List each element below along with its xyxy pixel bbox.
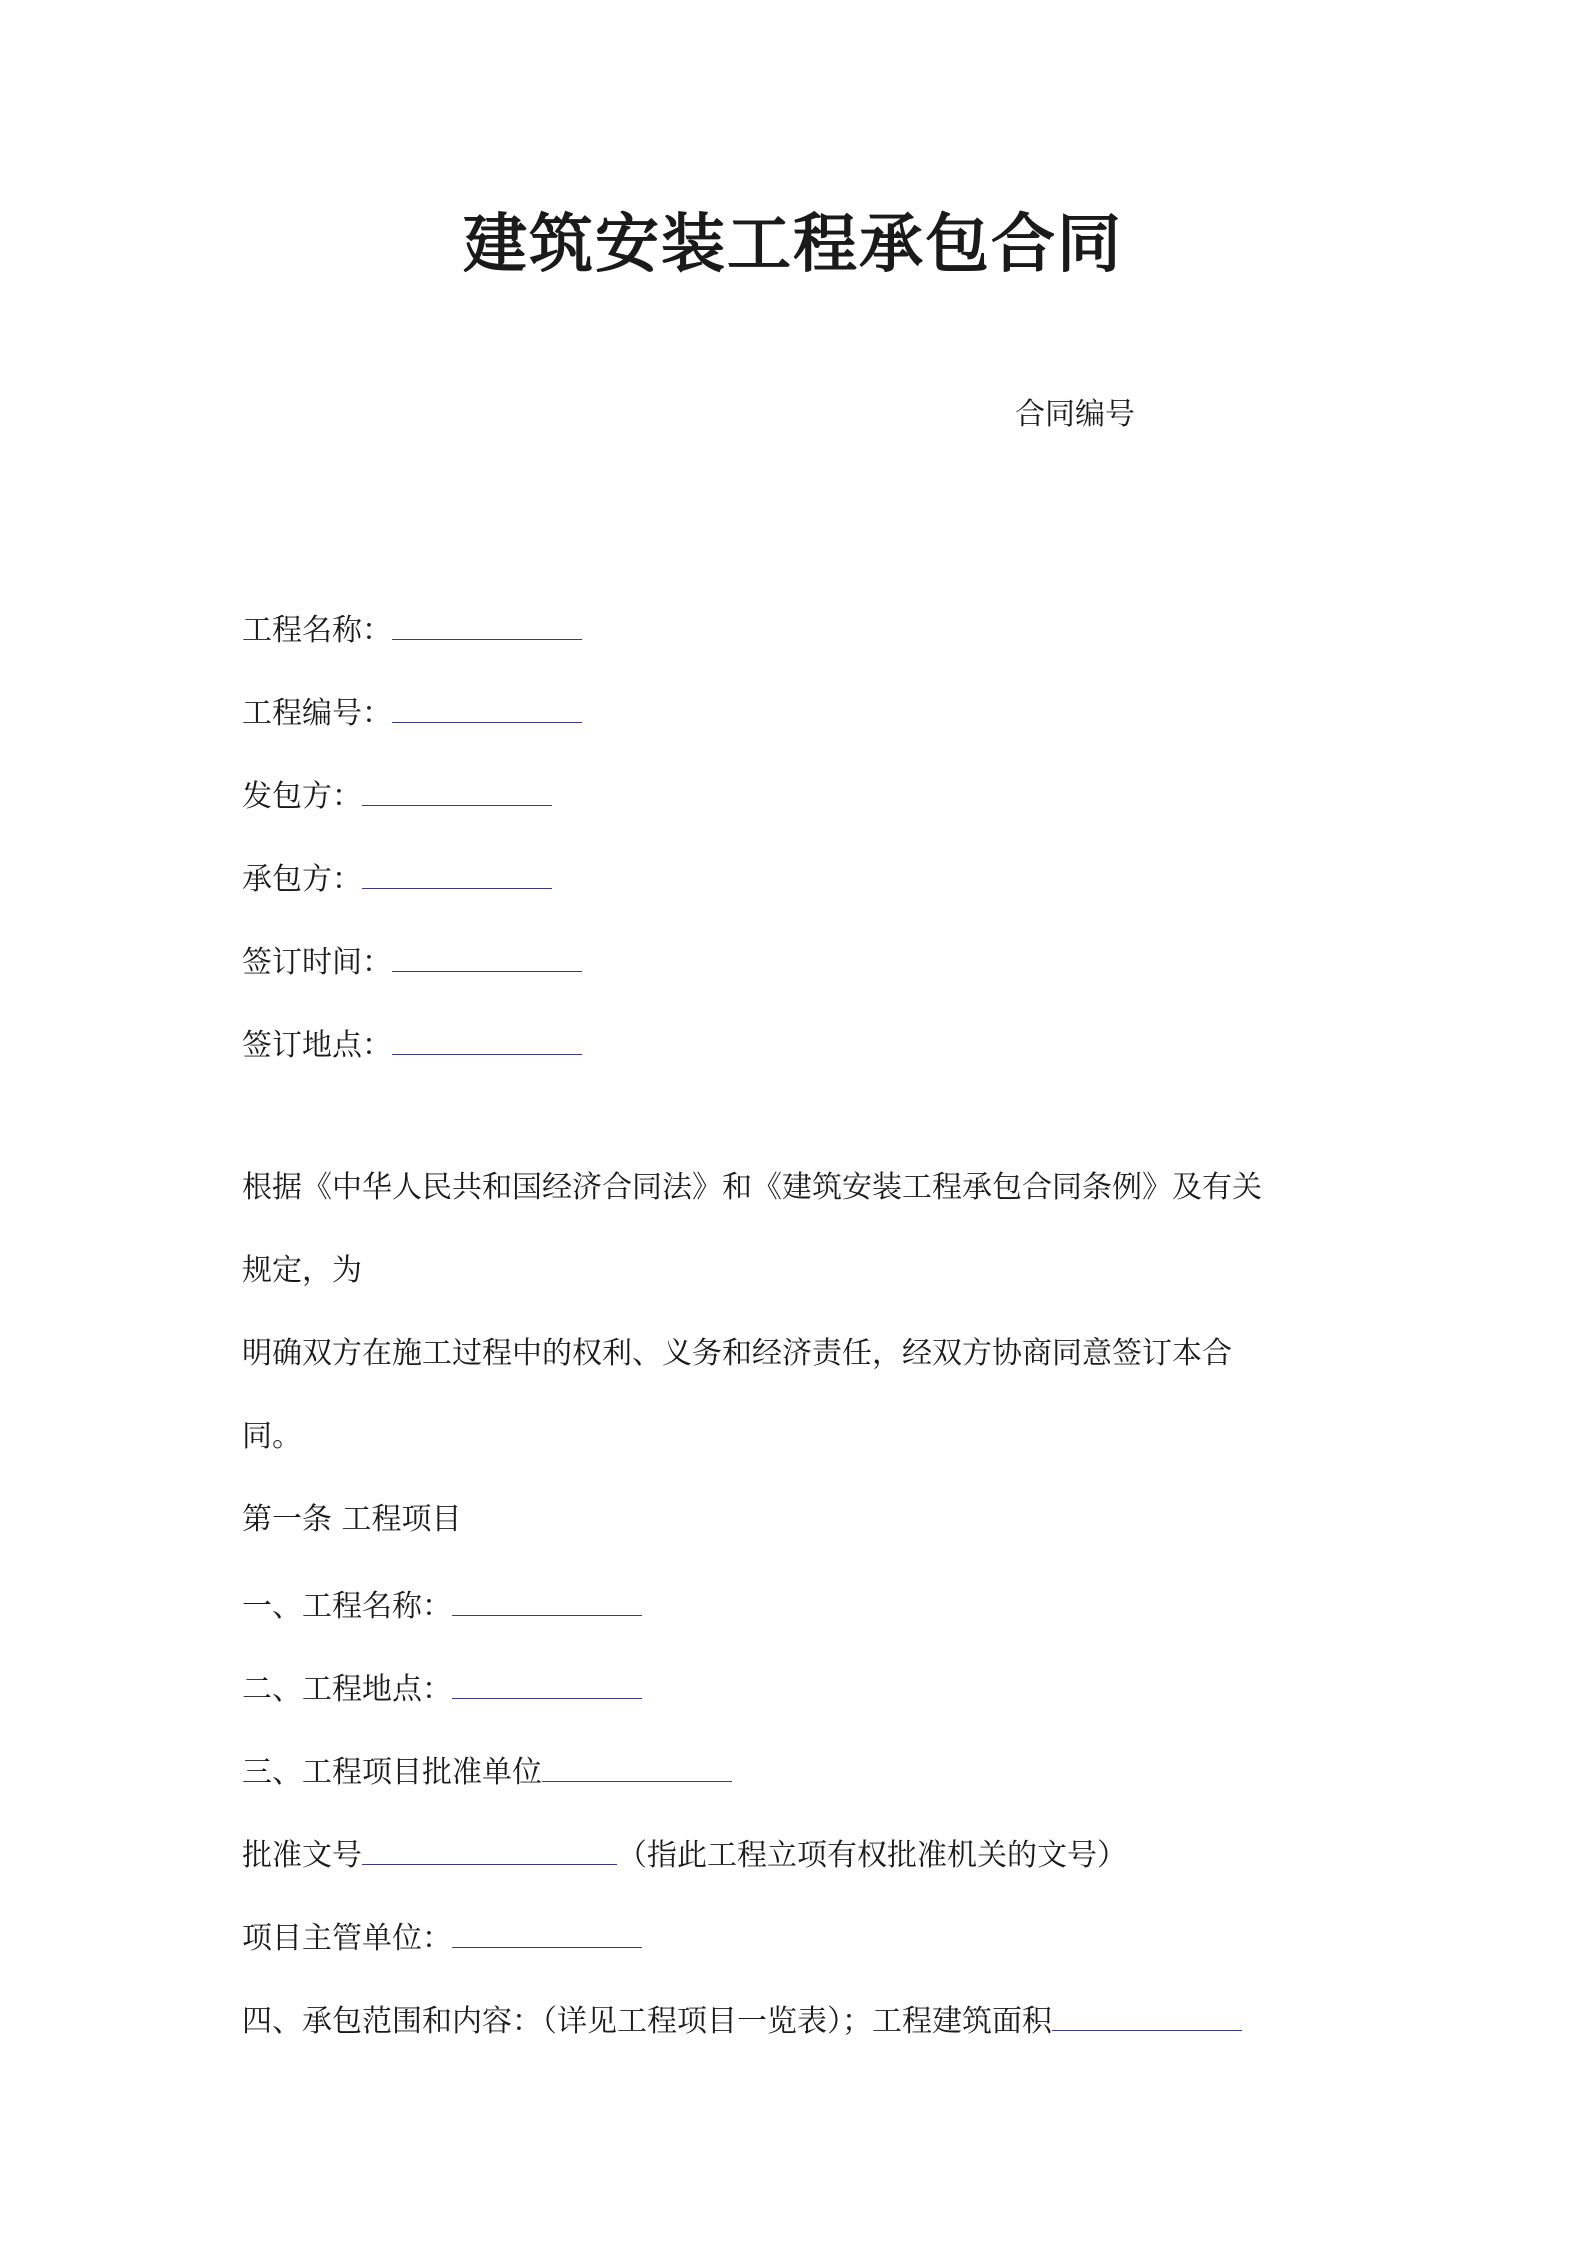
item-label: 二、工程地点： [242,1672,452,1707]
intro-line-4: 同。 [242,1419,302,1454]
contract-number-label: 合同编号 [1015,397,1135,432]
field-project-number [242,690,582,734]
blank-line[interactable] [392,939,582,972]
field-label: 签订时间： [242,945,392,980]
item-label: 三、工程项目批准单位 [242,1755,542,1790]
article-1-item-project-location [242,1666,642,1710]
article-1-item-approval-number [242,1832,1127,1876]
field-label: 工程名称： [242,613,392,648]
field-contractor [242,856,552,900]
blank-line[interactable] [362,856,552,889]
blank-line[interactable] [362,773,552,806]
article-1-item-scope [242,1998,1242,2042]
item-note: （指此工程立项有权批准机关的文号） [617,1838,1127,1873]
intro-line-1: 根据《中华人民共和国经济合同法》和《建筑安装工程承包合同条例》及有关 [242,1170,1262,1205]
blank-line[interactable] [542,1749,732,1782]
blank-line[interactable] [392,1022,582,1055]
field-employer [242,773,552,817]
item-label: 项目主管单位： [242,1921,452,1956]
blank-line[interactable] [392,690,582,723]
field-label: 承包方： [242,862,362,897]
article-1-item-project-name [242,1583,642,1627]
blank-line[interactable] [362,1832,617,1865]
item-label: 批准文号 [242,1838,362,1873]
field-signing-place [242,1022,582,1066]
intro-line-3: 明确双方在施工过程中的权利、义务和经济责任，经双方协商同意签订本合 [242,1336,1232,1371]
item-label: 一、工程名称： [242,1589,452,1624]
blank-line[interactable] [452,1583,642,1616]
document-title: 建筑安装工程承包合同 [463,208,1123,282]
article-1-item-supervising-unit [242,1915,642,1959]
article-1-item-approval-unit [242,1749,732,1793]
intro-line-2: 规定，为 [242,1253,362,1288]
field-label: 工程编号： [242,696,392,731]
field-project-name [242,607,582,651]
item-label: 四、承包范围和内容：（详见工程项目一览表）；工程建筑面积 [242,2004,1052,2039]
blank-line[interactable] [1052,1998,1242,2031]
field-label: 发包方： [242,779,362,814]
blank-line[interactable] [392,607,582,640]
blank-line[interactable] [452,1666,642,1699]
field-label: 签订地点： [242,1028,392,1063]
blank-line[interactable] [452,1915,642,1948]
field-signing-date [242,939,582,983]
article-1-heading: 第一条 工程项目 [242,1502,462,1537]
